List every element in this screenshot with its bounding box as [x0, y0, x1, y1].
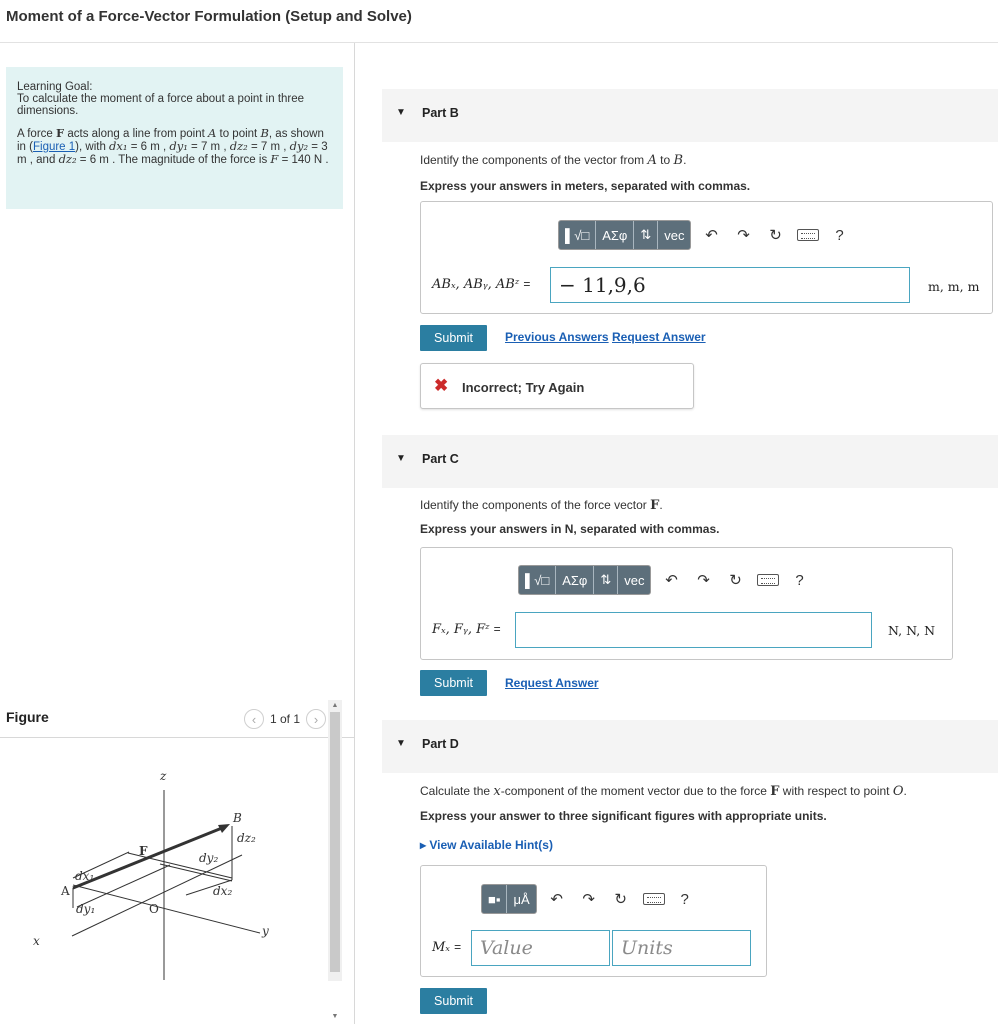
- point-b-symbol: B: [260, 126, 269, 140]
- dz2-value: = 6 m . The magnitude of the force is: [76, 154, 271, 166]
- dy2-symbol: dy₂: [289, 139, 309, 153]
- value-placeholder: Value: [480, 937, 533, 959]
- point-b-label: B: [233, 811, 242, 825]
- feedback-message: Incorrect; Try Again: [462, 380, 585, 395]
- problem-text: ), with: [75, 141, 110, 153]
- greek-button[interactable]: ΑΣφ: [596, 221, 634, 249]
- figure-scroll-thumb[interactable]: [330, 712, 340, 972]
- z-label: z: [160, 769, 167, 783]
- part-b-answer-box: [420, 201, 993, 314]
- part-b-instruction: [420, 153, 686, 168]
- part-c-submit-button[interactable]: Submit: [420, 670, 487, 696]
- instruction-text: to: [656, 153, 674, 167]
- scroll-down-icon[interactable]: ▼: [331, 1013, 339, 1020]
- dy1-label: dy₁: [76, 902, 96, 916]
- part-b-express: Express your answers in meters, separated with commas.: [420, 179, 751, 193]
- part-b-submit-button[interactable]: Submit: [420, 325, 487, 351]
- undo-icon[interactable]: ↶: [665, 572, 678, 589]
- part-b-units: m, m, m: [928, 279, 980, 294]
- units-input[interactable]: [612, 930, 751, 966]
- units-placeholder: Units: [621, 937, 673, 959]
- arrows-button[interactable]: ⇅: [594, 566, 618, 594]
- reset-icon[interactable]: ↻: [614, 891, 627, 908]
- part-d-instruction: [420, 784, 907, 799]
- part-d-label: Part D: [422, 737, 459, 751]
- force-label: F: [139, 844, 148, 858]
- equals-sign: =: [523, 277, 531, 291]
- dx2-label: dx₂: [213, 884, 233, 898]
- dz2-symbol: dz₂: [58, 152, 77, 166]
- undo-icon[interactable]: ↶: [550, 891, 563, 908]
- force-arrowhead: [218, 824, 230, 833]
- keyboard-icon[interactable]: [797, 229, 819, 241]
- part-d-header[interactable]: [382, 720, 998, 773]
- templates-button[interactable]: ▌√□: [519, 566, 556, 594]
- instruction-text: -component of the moment vector due to the force: [500, 784, 771, 798]
- chevron-right-icon[interactable]: ›: [306, 709, 326, 729]
- equation-variables: Fₓ, Fᵧ, Fᶻ: [432, 622, 490, 637]
- point-a-symbol: A: [208, 126, 217, 140]
- dz2-symbol: dz₂: [229, 139, 248, 153]
- equals-sign: =: [493, 622, 501, 636]
- part-c-answer-input[interactable]: [515, 612, 872, 648]
- learning-goal-text: To calculate the moment of a force about a point in three dimensions.: [17, 93, 305, 117]
- greek-button[interactable]: ΑΣφ: [556, 566, 594, 594]
- problem-text: , as shown in (: [17, 128, 324, 153]
- dz2-label: dz₂: [237, 831, 256, 845]
- value-input[interactable]: [471, 930, 610, 966]
- instruction-text: Identify the components of the force vector: [420, 498, 651, 512]
- units-button[interactable]: μÅ: [513, 891, 530, 907]
- part-d-express: Express your answer to three significant figures with appropriate units.: [420, 809, 827, 823]
- learning-goal-box: [6, 67, 343, 209]
- x-label: x: [33, 934, 40, 948]
- math-button-group: [518, 565, 651, 595]
- figure-link[interactable]: Figure 1: [32, 141, 76, 153]
- instruction-text: .: [683, 153, 687, 167]
- point-o-symbol: O: [892, 784, 904, 799]
- unit-templates-button[interactable]: ■▪: [482, 885, 507, 913]
- reset-icon[interactable]: ↻: [729, 572, 742, 589]
- part-d-equation-label: [432, 940, 461, 955]
- problem-text: acts along a line from point: [64, 128, 209, 140]
- learning-goal-label: Learning Goal:: [17, 81, 93, 93]
- previous-answers-link[interactable]: Previous Answers: [505, 330, 609, 344]
- keyboard-icon[interactable]: [757, 574, 779, 586]
- force-magnitude-symbol: F: [270, 152, 279, 166]
- force-magnitude-value: = 140 N .: [278, 154, 329, 166]
- collapse-triangle-icon[interactable]: ▼: [396, 738, 406, 749]
- point-a-symbol: A: [647, 153, 657, 168]
- point-a-label: A: [61, 884, 70, 898]
- help-icon[interactable]: ?: [795, 571, 804, 589]
- part-d-answer-box: [420, 865, 767, 977]
- part-c-express: Express your answers in N, separated with commas.: [420, 522, 720, 536]
- equals-sign: =: [454, 940, 462, 954]
- origin-label: O: [149, 902, 159, 916]
- help-icon[interactable]: ?: [835, 226, 844, 244]
- part-b-request-answer-link[interactable]: Request Answer: [612, 330, 706, 344]
- templates-button[interactable]: ▌√□: [559, 221, 596, 249]
- dx1-label: dx₁: [75, 869, 95, 883]
- instruction-text: .: [903, 784, 907, 798]
- help-icon[interactable]: ?: [680, 890, 689, 908]
- collapse-triangle-icon[interactable]: ▼: [396, 453, 406, 464]
- force-symbol: F: [650, 498, 660, 513]
- chevron-left-icon[interactable]: ‹: [244, 709, 264, 729]
- problem-statement: [17, 127, 333, 166]
- part-d-submit-button[interactable]: Submit: [420, 988, 487, 1014]
- dx1-value: = 6 m ,: [127, 141, 170, 153]
- view-hints-toggle[interactable]: ▸ View Available Hint(s): [420, 838, 553, 852]
- part-c-instruction: [420, 498, 663, 513]
- scroll-up-icon[interactable]: ▲: [331, 702, 339, 709]
- y-label: y: [262, 924, 269, 938]
- figure-label: Figure: [6, 709, 49, 725]
- redo-icon[interactable]: ↷: [737, 227, 750, 244]
- instruction-text: Identify the components of the vector from: [420, 153, 648, 167]
- problem-text: A force: [17, 128, 56, 140]
- collapse-triangle-icon[interactable]: ▼: [396, 107, 406, 118]
- dy2-value: = 3 m , and: [17, 141, 328, 166]
- part-c-answer-box: [420, 547, 953, 660]
- units-button-group: [481, 884, 537, 914]
- reset-icon[interactable]: ↻: [769, 227, 782, 244]
- equation-variables: ABₓ, ABᵧ, ABᶻ: [432, 277, 520, 292]
- vec-button[interactable]: vec: [664, 227, 685, 243]
- point-b-symbol: B: [673, 153, 684, 168]
- vec-button[interactable]: vec: [624, 572, 645, 588]
- force-symbol: F: [56, 126, 65, 140]
- part-c-header[interactable]: [382, 435, 998, 488]
- part-b-equation-label: [432, 277, 530, 292]
- dy2-label: dy₂: [199, 851, 219, 865]
- force-symbol: F: [770, 784, 780, 799]
- part-b-label: Part B: [422, 106, 459, 120]
- incorrect-icon: ✖: [434, 376, 449, 395]
- part-c-toolbar: [518, 565, 811, 595]
- math-button-group: [558, 220, 691, 250]
- dz2-value: = 7 m ,: [247, 141, 290, 153]
- dx1-symbol: dx₁: [109, 139, 128, 153]
- problem-text: to point: [216, 128, 261, 140]
- dy1-symbol: dy₁: [169, 139, 188, 153]
- part-c-label: Part C: [422, 452, 459, 466]
- redo-icon[interactable]: ↷: [697, 572, 710, 589]
- part-b-header[interactable]: [382, 89, 998, 142]
- x-symbol: x: [493, 784, 501, 799]
- figure-diagram: [0, 700, 325, 981]
- equation-variables: Mₓ: [432, 940, 450, 955]
- part-c-equation-label: [432, 622, 501, 637]
- keyboard-icon[interactable]: [643, 893, 665, 905]
- part-c-request-answer-link[interactable]: Request Answer: [505, 676, 599, 690]
- dy2-line: [160, 864, 232, 881]
- redo-icon[interactable]: ↷: [582, 891, 595, 908]
- part-d-toolbar: [481, 884, 697, 914]
- arrows-button[interactable]: ⇅: [634, 221, 658, 249]
- instruction-text: with respect to point: [779, 784, 893, 798]
- undo-icon[interactable]: ↶: [705, 227, 718, 244]
- part-b-toolbar: [558, 220, 851, 250]
- instruction-text: .: [659, 498, 663, 512]
- incorrect-feedback: [420, 363, 694, 409]
- instruction-text: Calculate the: [420, 784, 494, 798]
- part-c-units: N, N, N: [888, 623, 936, 638]
- page-title: Moment of a Force-Vector Formulation (Setup and Solve): [6, 8, 412, 25]
- part-b-answer-input[interactable]: − 11,9,6: [550, 267, 910, 303]
- dy1-value: = 7 m ,: [187, 141, 230, 153]
- figure-count: 1 of 1: [270, 712, 301, 726]
